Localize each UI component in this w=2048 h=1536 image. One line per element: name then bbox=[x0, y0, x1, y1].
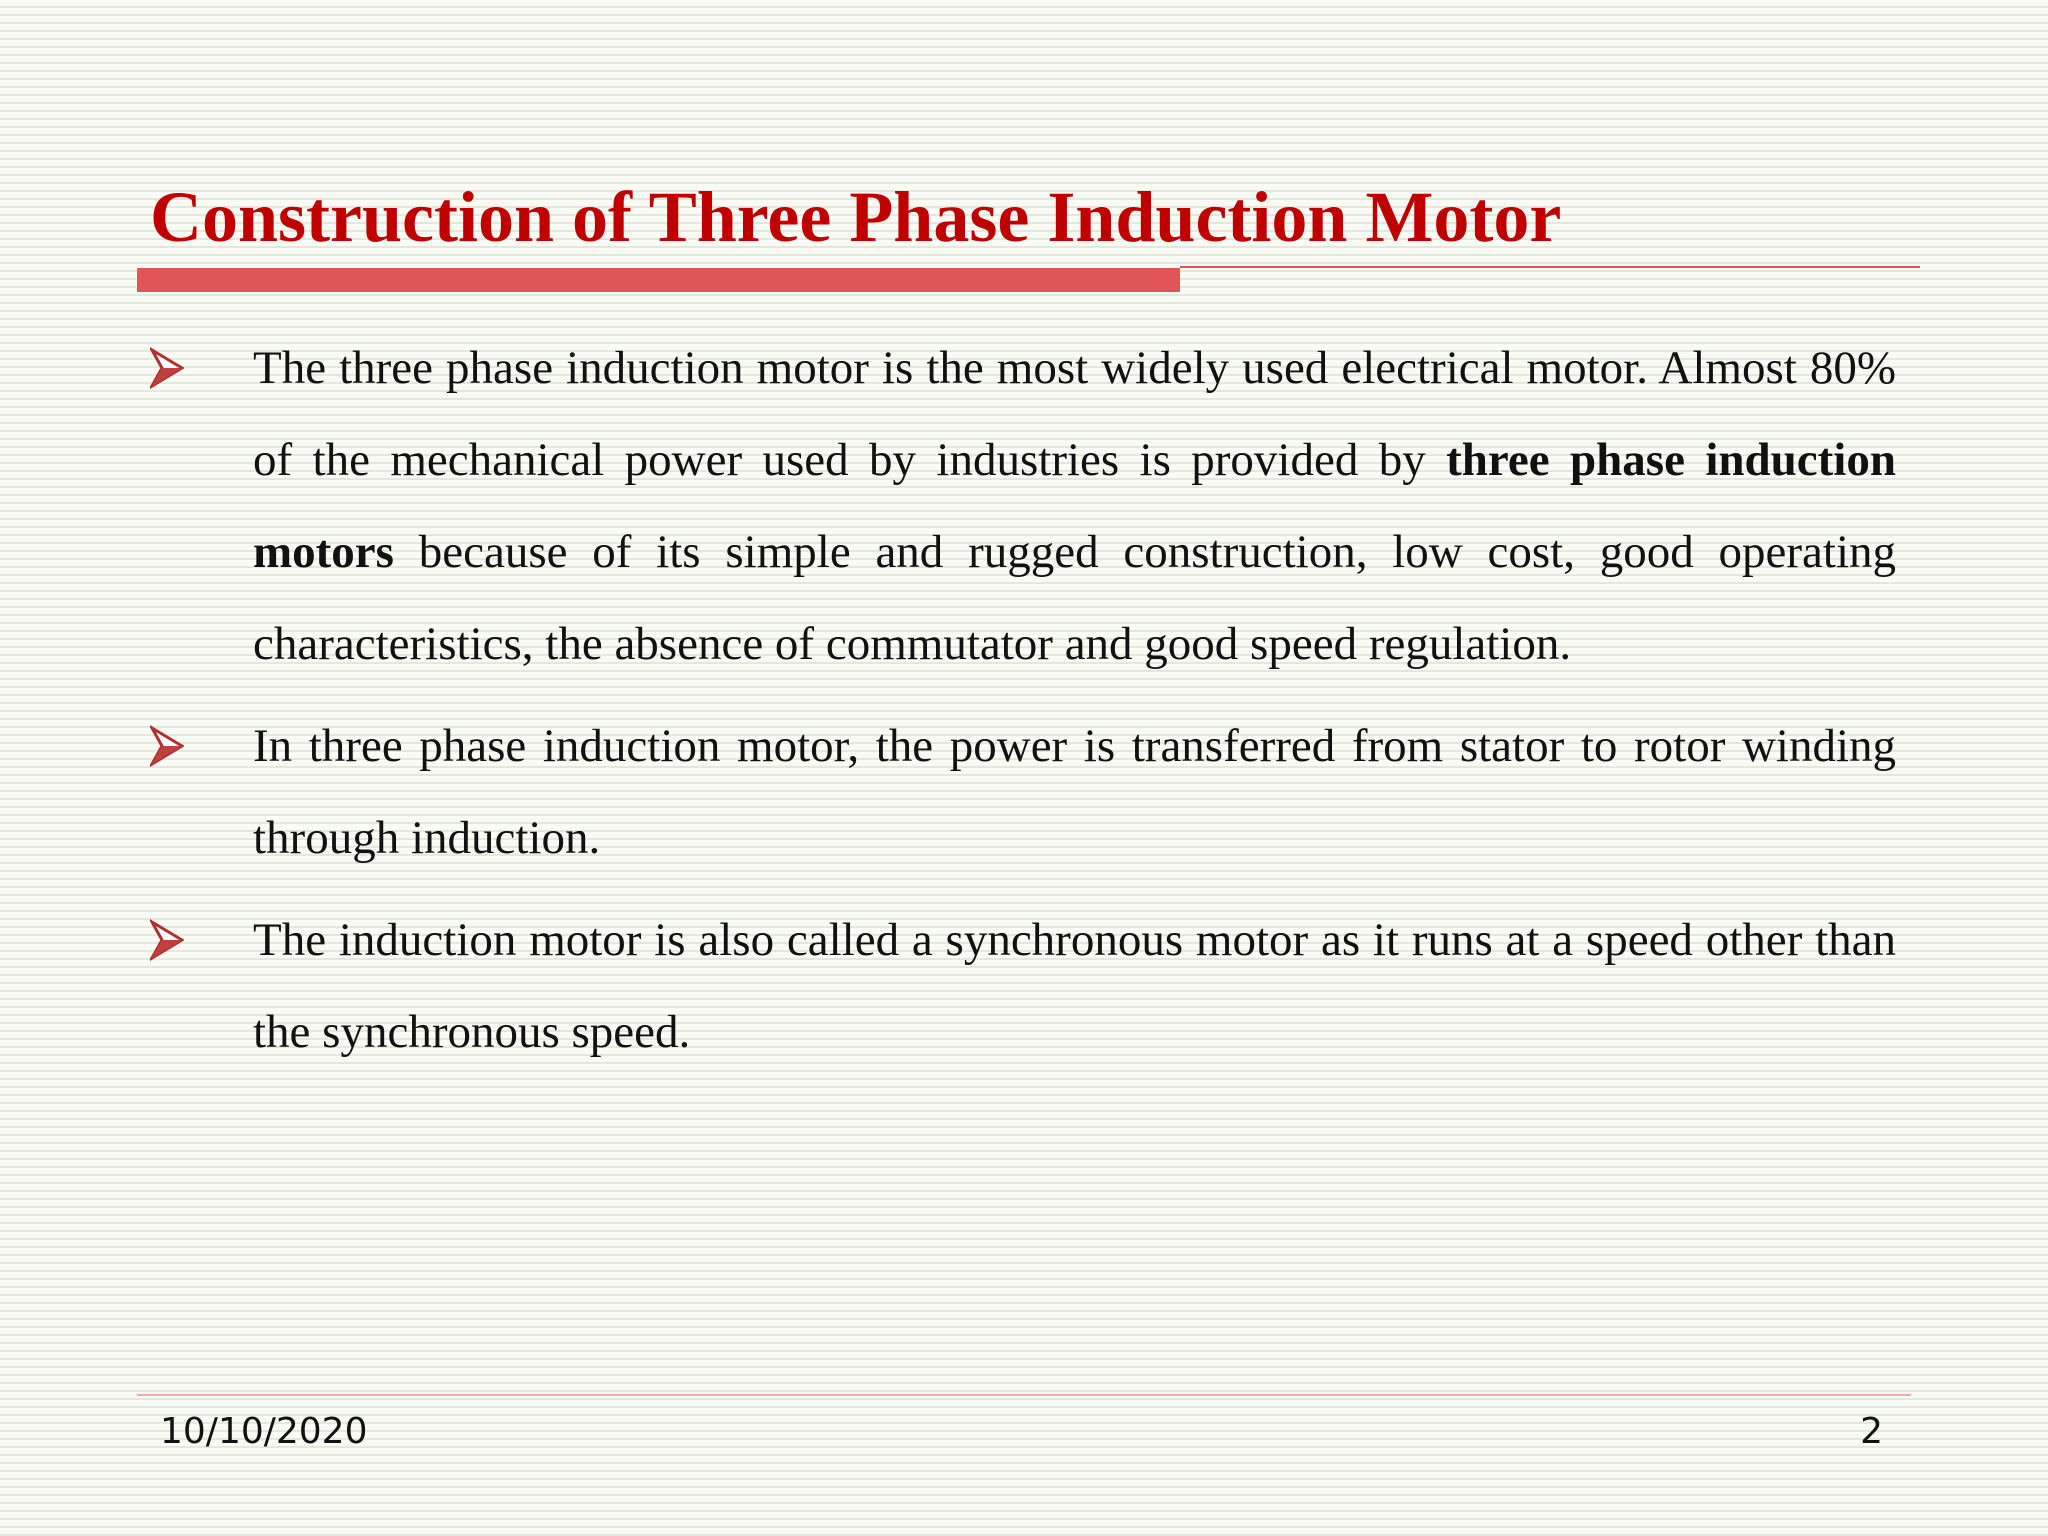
arrowhead-bullet-icon bbox=[150, 918, 184, 962]
slide-title: Construction of Three Phase Induction Motor bbox=[150, 177, 1562, 257]
bullet-text bbox=[253, 342, 1896, 670]
bullet-item-2 bbox=[150, 700, 1896, 884]
footer-date: 10/10/2020 bbox=[160, 1411, 368, 1452]
bullet-item-1 bbox=[150, 322, 1896, 690]
title-underline-thick bbox=[137, 268, 1180, 292]
bullet-list bbox=[150, 322, 1896, 1088]
arrowhead-bullet-icon bbox=[150, 346, 184, 390]
bullet-text: In three phase induction motor, the power is transferred from stator to rotor winding through induction. bbox=[253, 720, 1896, 864]
footer-page-number: 2 bbox=[1860, 1411, 1883, 1452]
bullet-bold-text: three phase induction motors bbox=[253, 434, 1897, 578]
title-underline-thin bbox=[1180, 266, 1920, 268]
arrowhead-bullet-icon bbox=[150, 724, 184, 768]
bullet-text: The induction motor is also called a synchronous motor as it runs at a speed other than the synchronous speed. bbox=[253, 914, 1896, 1058]
bullet-text-segment: because of its simple and rugged construction, low cost, good operating characteristics, the absence of commutator and good speed regulation. bbox=[253, 526, 1896, 670]
bullet-text-segment: The three phase induction motor is the most widely used electrical motor. Almost 80% of the mechanical power used by industries is provided by bbox=[253, 342, 1896, 486]
footer-divider bbox=[137, 1394, 1911, 1396]
bullet-item-3 bbox=[150, 894, 1896, 1078]
